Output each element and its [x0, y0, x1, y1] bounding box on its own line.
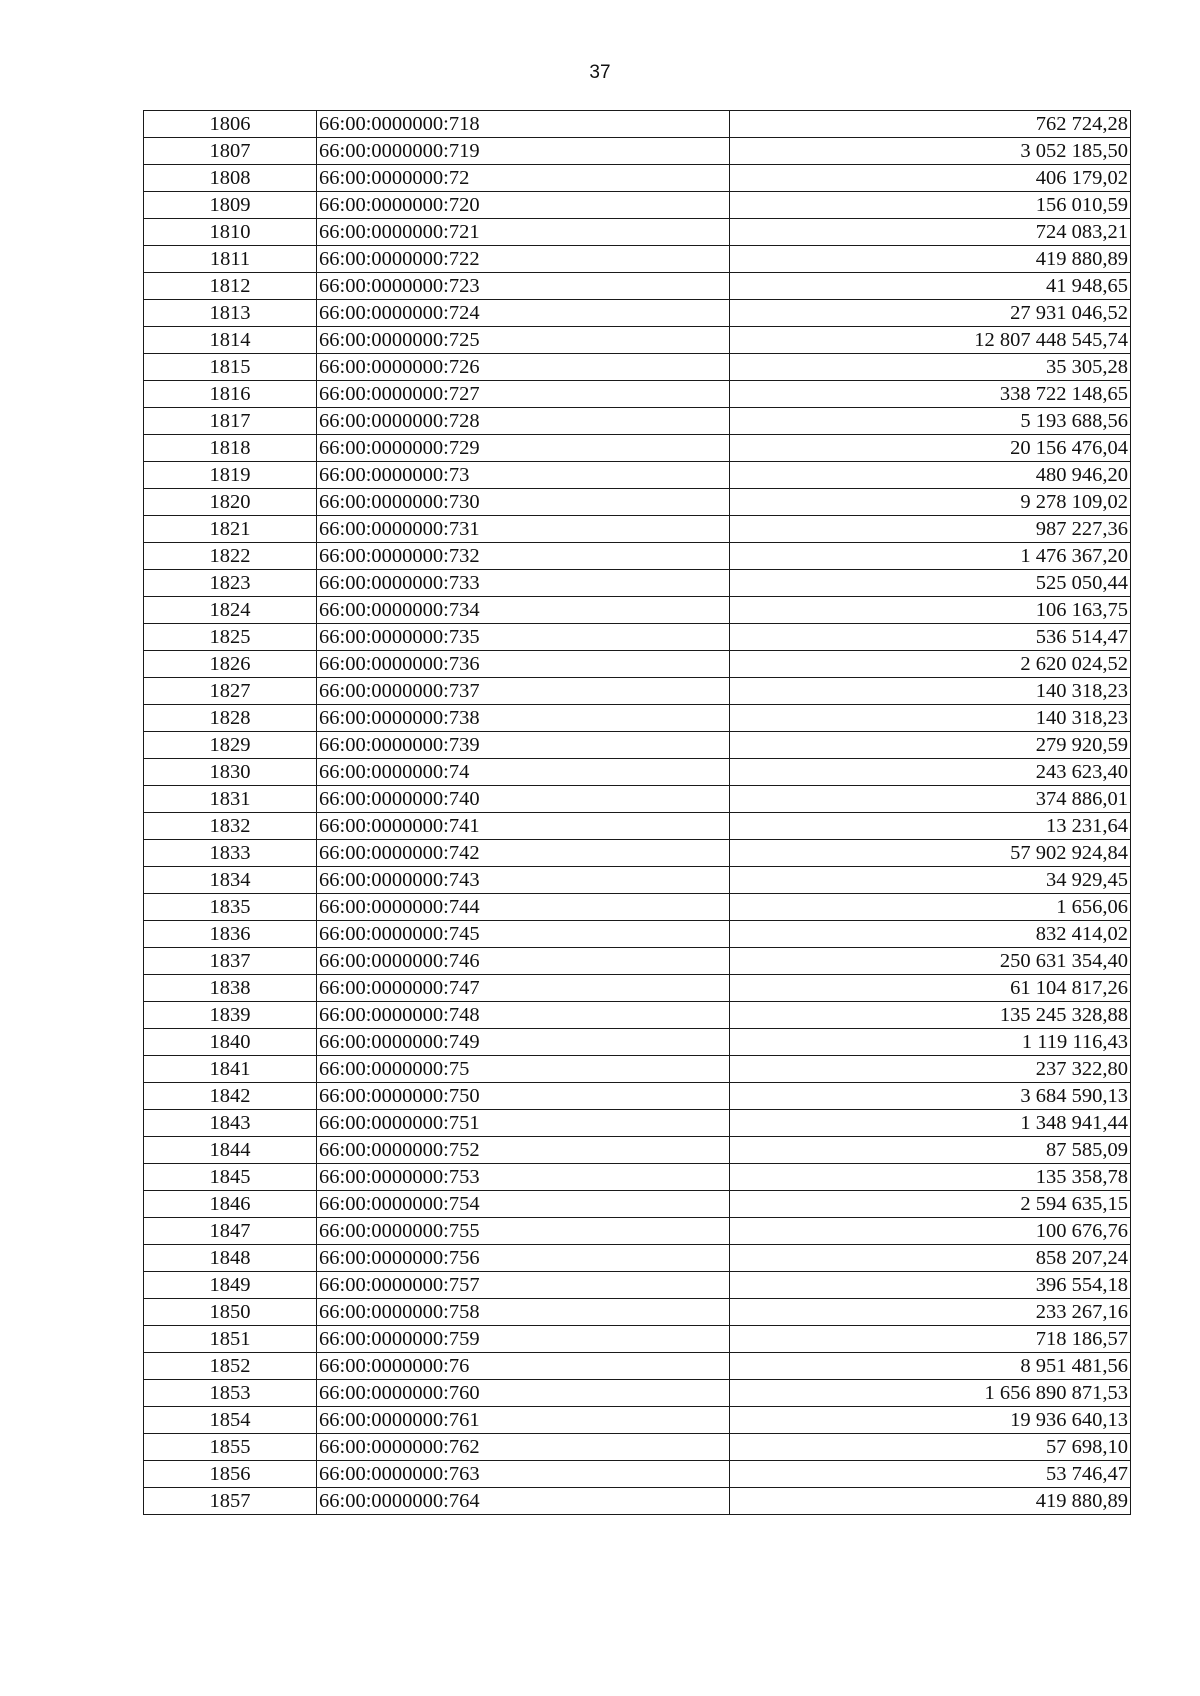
row-number-cell: 1815 [144, 354, 317, 381]
cadastral-value-cell: 41 948,65 [730, 273, 1131, 300]
cadastral-value-cell: 338 722 148,65 [730, 381, 1131, 408]
row-number-cell: 1828 [144, 705, 317, 732]
table-row [144, 624, 1131, 651]
cadastral-value-cell: 480 946,20 [730, 462, 1131, 489]
table-body [144, 111, 1131, 1515]
table-row [144, 678, 1131, 705]
cadastral-number-cell: 66:00:0000000:726 [317, 354, 730, 381]
row-number-cell: 1853 [144, 1380, 317, 1407]
table-row [144, 1029, 1131, 1056]
row-number-cell: 1818 [144, 435, 317, 462]
row-number-cell: 1822 [144, 543, 317, 570]
cadastral-number-cell: 66:00:0000000:737 [317, 678, 730, 705]
row-number-cell: 1857 [144, 1488, 317, 1515]
row-number-cell: 1814 [144, 327, 317, 354]
table-row [144, 381, 1131, 408]
cadastral-value-cell: 1 119 116,43 [730, 1029, 1131, 1056]
row-number-cell: 1841 [144, 1056, 317, 1083]
row-number-cell: 1832 [144, 813, 317, 840]
cadastral-number-cell: 66:00:0000000:743 [317, 867, 730, 894]
cadastral-value-cell: 1 656,06 [730, 894, 1131, 921]
row-number-cell: 1816 [144, 381, 317, 408]
cadastral-value-cell: 987 227,36 [730, 516, 1131, 543]
cadastral-number-cell: 66:00:0000000:76 [317, 1353, 730, 1380]
cadastral-number-cell: 66:00:0000000:731 [317, 516, 730, 543]
cadastral-number-cell: 66:00:0000000:761 [317, 1407, 730, 1434]
row-number-cell: 1837 [144, 948, 317, 975]
table-row [144, 975, 1131, 1002]
table-row [144, 813, 1131, 840]
cadastral-value-cell: 250 631 354,40 [730, 948, 1131, 975]
cadastral-number-cell: 66:00:0000000:75 [317, 1056, 730, 1083]
table-row [144, 1434, 1131, 1461]
cadastral-value-cell: 140 318,23 [730, 678, 1131, 705]
cadastral-number-cell: 66:00:0000000:734 [317, 597, 730, 624]
table-row [144, 1110, 1131, 1137]
table-row [144, 732, 1131, 759]
cadastral-value-cell: 1 656 890 871,53 [730, 1380, 1131, 1407]
cadastral-value-cell: 858 207,24 [730, 1245, 1131, 1272]
cadastral-value-cell: 61 104 817,26 [730, 975, 1131, 1002]
table-row [144, 516, 1131, 543]
cadastral-value-cell: 106 163,75 [730, 597, 1131, 624]
table-row [144, 1326, 1131, 1353]
table-row [144, 300, 1131, 327]
cadastral-number-cell: 66:00:0000000:727 [317, 381, 730, 408]
table-row [144, 1164, 1131, 1191]
cadastral-value-cell: 9 278 109,02 [730, 489, 1131, 516]
cadastral-value-cell: 57 698,10 [730, 1434, 1131, 1461]
row-number-cell: 1836 [144, 921, 317, 948]
row-number-cell: 1827 [144, 678, 317, 705]
cadastral-value-cell: 20 156 476,04 [730, 435, 1131, 462]
cadastral-number-cell: 66:00:0000000:762 [317, 1434, 730, 1461]
table-row [144, 651, 1131, 678]
cadastral-number-cell: 66:00:0000000:721 [317, 219, 730, 246]
row-number-cell: 1819 [144, 462, 317, 489]
cadastral-number-cell: 66:00:0000000:758 [317, 1299, 730, 1326]
row-number-cell: 1852 [144, 1353, 317, 1380]
table-row [144, 1299, 1131, 1326]
cadastral-number-cell: 66:00:0000000:756 [317, 1245, 730, 1272]
cadastral-value-cell: 718 186,57 [730, 1326, 1131, 1353]
table-row [144, 408, 1131, 435]
cadastral-value-cell: 156 010,59 [730, 192, 1131, 219]
table-row [144, 246, 1131, 273]
page-number: 37 [589, 62, 611, 83]
table-row [144, 273, 1131, 300]
cadastral-value-cell: 243 623,40 [730, 759, 1131, 786]
cadastral-number-cell: 66:00:0000000:748 [317, 1002, 730, 1029]
row-number-cell: 1838 [144, 975, 317, 1002]
cadastral-value-cell: 233 267,16 [730, 1299, 1131, 1326]
cadastral-number-cell: 66:00:0000000:740 [317, 786, 730, 813]
row-number-cell: 1844 [144, 1137, 317, 1164]
cadastral-number-cell: 66:00:0000000:739 [317, 732, 730, 759]
row-number-cell: 1829 [144, 732, 317, 759]
cadastral-number-cell: 66:00:0000000:753 [317, 1164, 730, 1191]
row-number-cell: 1851 [144, 1326, 317, 1353]
table-row [144, 597, 1131, 624]
cadastral-number-cell: 66:00:0000000:724 [317, 300, 730, 327]
cadastral-number-cell: 66:00:0000000:732 [317, 543, 730, 570]
cadastral-value-cell: 19 936 640,13 [730, 1407, 1131, 1434]
cadastral-value-cell: 53 746,47 [730, 1461, 1131, 1488]
cadastral-number-cell: 66:00:0000000:718 [317, 111, 730, 138]
cadastral-value-cell: 57 902 924,84 [730, 840, 1131, 867]
cadastral-number-cell: 66:00:0000000:729 [317, 435, 730, 462]
table-row [144, 894, 1131, 921]
cadastral-number-cell: 66:00:0000000:74 [317, 759, 730, 786]
cadastral-number-cell: 66:00:0000000:741 [317, 813, 730, 840]
table-row [144, 111, 1131, 138]
row-number-cell: 1854 [144, 1407, 317, 1434]
cadastral-value-cell: 406 179,02 [730, 165, 1131, 192]
cadastral-number-cell: 66:00:0000000:764 [317, 1488, 730, 1515]
row-number-cell: 1834 [144, 867, 317, 894]
cadastral-value-cell: 5 193 688,56 [730, 408, 1131, 435]
cadastral-value-cell: 35 305,28 [730, 354, 1131, 381]
cadastral-number-cell: 66:00:0000000:750 [317, 1083, 730, 1110]
cadastral-value-cell: 100 676,76 [730, 1218, 1131, 1245]
cadastral-number-cell: 66:00:0000000:736 [317, 651, 730, 678]
row-number-cell: 1842 [144, 1083, 317, 1110]
cadastral-value-cell: 237 322,80 [730, 1056, 1131, 1083]
cadastral-number-cell: 66:00:0000000:751 [317, 1110, 730, 1137]
table-row [144, 1191, 1131, 1218]
table-row [144, 1461, 1131, 1488]
table-row [144, 1272, 1131, 1299]
row-number-cell: 1848 [144, 1245, 317, 1272]
table-row [144, 1056, 1131, 1083]
cadastral-number-cell: 66:00:0000000:744 [317, 894, 730, 921]
row-number-cell: 1849 [144, 1272, 317, 1299]
row-number-cell: 1808 [144, 165, 317, 192]
row-number-cell: 1856 [144, 1461, 317, 1488]
cadastral-number-cell: 66:00:0000000:722 [317, 246, 730, 273]
table-row [144, 867, 1131, 894]
cadastral-number-cell: 66:00:0000000:723 [317, 273, 730, 300]
cadastral-value-cell: 724 083,21 [730, 219, 1131, 246]
row-number-cell: 1835 [144, 894, 317, 921]
table-row [144, 1083, 1131, 1110]
row-number-cell: 1824 [144, 597, 317, 624]
cadastral-number-cell: 66:00:0000000:719 [317, 138, 730, 165]
table-row [144, 1380, 1131, 1407]
row-number-cell: 1821 [144, 516, 317, 543]
cadastral-value-cell: 12 807 448 545,74 [730, 327, 1131, 354]
cadastral-number-cell: 66:00:0000000:745 [317, 921, 730, 948]
cadastral-value-cell: 27 931 046,52 [730, 300, 1131, 327]
table-row [144, 354, 1131, 381]
table-row [144, 489, 1131, 516]
table-row [144, 165, 1131, 192]
row-number-cell: 1846 [144, 1191, 317, 1218]
cadastral-value-cell: 3 052 185,50 [730, 138, 1131, 165]
cadastral-value-cell: 8 951 481,56 [730, 1353, 1131, 1380]
table-row [144, 219, 1131, 246]
row-number-cell: 1825 [144, 624, 317, 651]
cadastral-number-cell: 66:00:0000000:746 [317, 948, 730, 975]
cadastral-number-cell: 66:00:0000000:733 [317, 570, 730, 597]
cadastral-number-cell: 66:00:0000000:749 [317, 1029, 730, 1056]
cadastral-number-cell: 66:00:0000000:728 [317, 408, 730, 435]
table-row [144, 1137, 1131, 1164]
table-row [144, 543, 1131, 570]
cadastral-value-cell: 419 880,89 [730, 1488, 1131, 1515]
cadastral-value-cell: 87 585,09 [730, 1137, 1131, 1164]
table-row [144, 921, 1131, 948]
row-number-cell: 1810 [144, 219, 317, 246]
table-row [144, 1218, 1131, 1245]
row-number-cell: 1839 [144, 1002, 317, 1029]
cadastral-number-cell: 66:00:0000000:759 [317, 1326, 730, 1353]
table-row [144, 1488, 1131, 1515]
table-row [144, 462, 1131, 489]
cadastral-value-cell: 374 886,01 [730, 786, 1131, 813]
cadastral-number-cell: 66:00:0000000:763 [317, 1461, 730, 1488]
table-row [144, 435, 1131, 462]
cadastral-number-cell: 66:00:0000000:735 [317, 624, 730, 651]
row-number-cell: 1811 [144, 246, 317, 273]
cadastral-value-cell: 13 231,64 [730, 813, 1131, 840]
cadastral-value-cell: 396 554,18 [730, 1272, 1131, 1299]
cadastral-number-cell: 66:00:0000000:760 [317, 1380, 730, 1407]
table-row [144, 1353, 1131, 1380]
table-row [144, 705, 1131, 732]
row-number-cell: 1833 [144, 840, 317, 867]
row-number-cell: 1817 [144, 408, 317, 435]
cadastral-value-cell: 135 358,78 [730, 1164, 1131, 1191]
cadastral-number-cell: 66:00:0000000:738 [317, 705, 730, 732]
cadastral-value-cell: 536 514,47 [730, 624, 1131, 651]
table-row [144, 1407, 1131, 1434]
cadastral-value-table [143, 110, 1131, 1515]
cadastral-value-cell: 762 724,28 [730, 111, 1131, 138]
table-row [144, 327, 1131, 354]
cadastral-value-cell: 2 594 635,15 [730, 1191, 1131, 1218]
cadastral-number-cell: 66:00:0000000:757 [317, 1272, 730, 1299]
table-row [144, 570, 1131, 597]
cadastral-value-cell: 279 920,59 [730, 732, 1131, 759]
row-number-cell: 1823 [144, 570, 317, 597]
row-number-cell: 1850 [144, 1299, 317, 1326]
table-row [144, 138, 1131, 165]
row-number-cell: 1826 [144, 651, 317, 678]
cadastral-number-cell: 66:00:0000000:754 [317, 1191, 730, 1218]
cadastral-number-cell: 66:00:0000000:72 [317, 165, 730, 192]
row-number-cell: 1813 [144, 300, 317, 327]
table-row [144, 786, 1131, 813]
cadastral-number-cell: 66:00:0000000:73 [317, 462, 730, 489]
cadastral-value-cell: 419 880,89 [730, 246, 1131, 273]
row-number-cell: 1820 [144, 489, 317, 516]
cadastral-number-cell: 66:00:0000000:752 [317, 1137, 730, 1164]
row-number-cell: 1855 [144, 1434, 317, 1461]
cadastral-number-cell: 66:00:0000000:755 [317, 1218, 730, 1245]
row-number-cell: 1847 [144, 1218, 317, 1245]
table-row [144, 840, 1131, 867]
cadastral-value-cell: 140 318,23 [730, 705, 1131, 732]
row-number-cell: 1843 [144, 1110, 317, 1137]
row-number-cell: 1840 [144, 1029, 317, 1056]
cadastral-value-cell: 525 050,44 [730, 570, 1131, 597]
cadastral-number-cell: 66:00:0000000:725 [317, 327, 730, 354]
cadastral-value-cell: 832 414,02 [730, 921, 1131, 948]
row-number-cell: 1806 [144, 111, 317, 138]
row-number-cell: 1831 [144, 786, 317, 813]
cadastral-number-cell: 66:00:0000000:730 [317, 489, 730, 516]
row-number-cell: 1845 [144, 1164, 317, 1191]
row-number-cell: 1830 [144, 759, 317, 786]
cadastral-value-cell: 3 684 590,13 [730, 1083, 1131, 1110]
cadastral-number-cell: 66:00:0000000:742 [317, 840, 730, 867]
row-number-cell: 1807 [144, 138, 317, 165]
cadastral-value-cell: 1 476 367,20 [730, 543, 1131, 570]
row-number-cell: 1809 [144, 192, 317, 219]
table-row [144, 1002, 1131, 1029]
table-row [144, 192, 1131, 219]
cadastral-value-cell: 1 348 941,44 [730, 1110, 1131, 1137]
table-row [144, 1245, 1131, 1272]
row-number-cell: 1812 [144, 273, 317, 300]
cadastral-value-cell: 2 620 024,52 [730, 651, 1131, 678]
table-row [144, 948, 1131, 975]
cadastral-value-cell: 34 929,45 [730, 867, 1131, 894]
cadastral-value-cell: 135 245 328,88 [730, 1002, 1131, 1029]
cadastral-number-cell: 66:00:0000000:720 [317, 192, 730, 219]
table-row [144, 759, 1131, 786]
cadastral-number-cell: 66:00:0000000:747 [317, 975, 730, 1002]
